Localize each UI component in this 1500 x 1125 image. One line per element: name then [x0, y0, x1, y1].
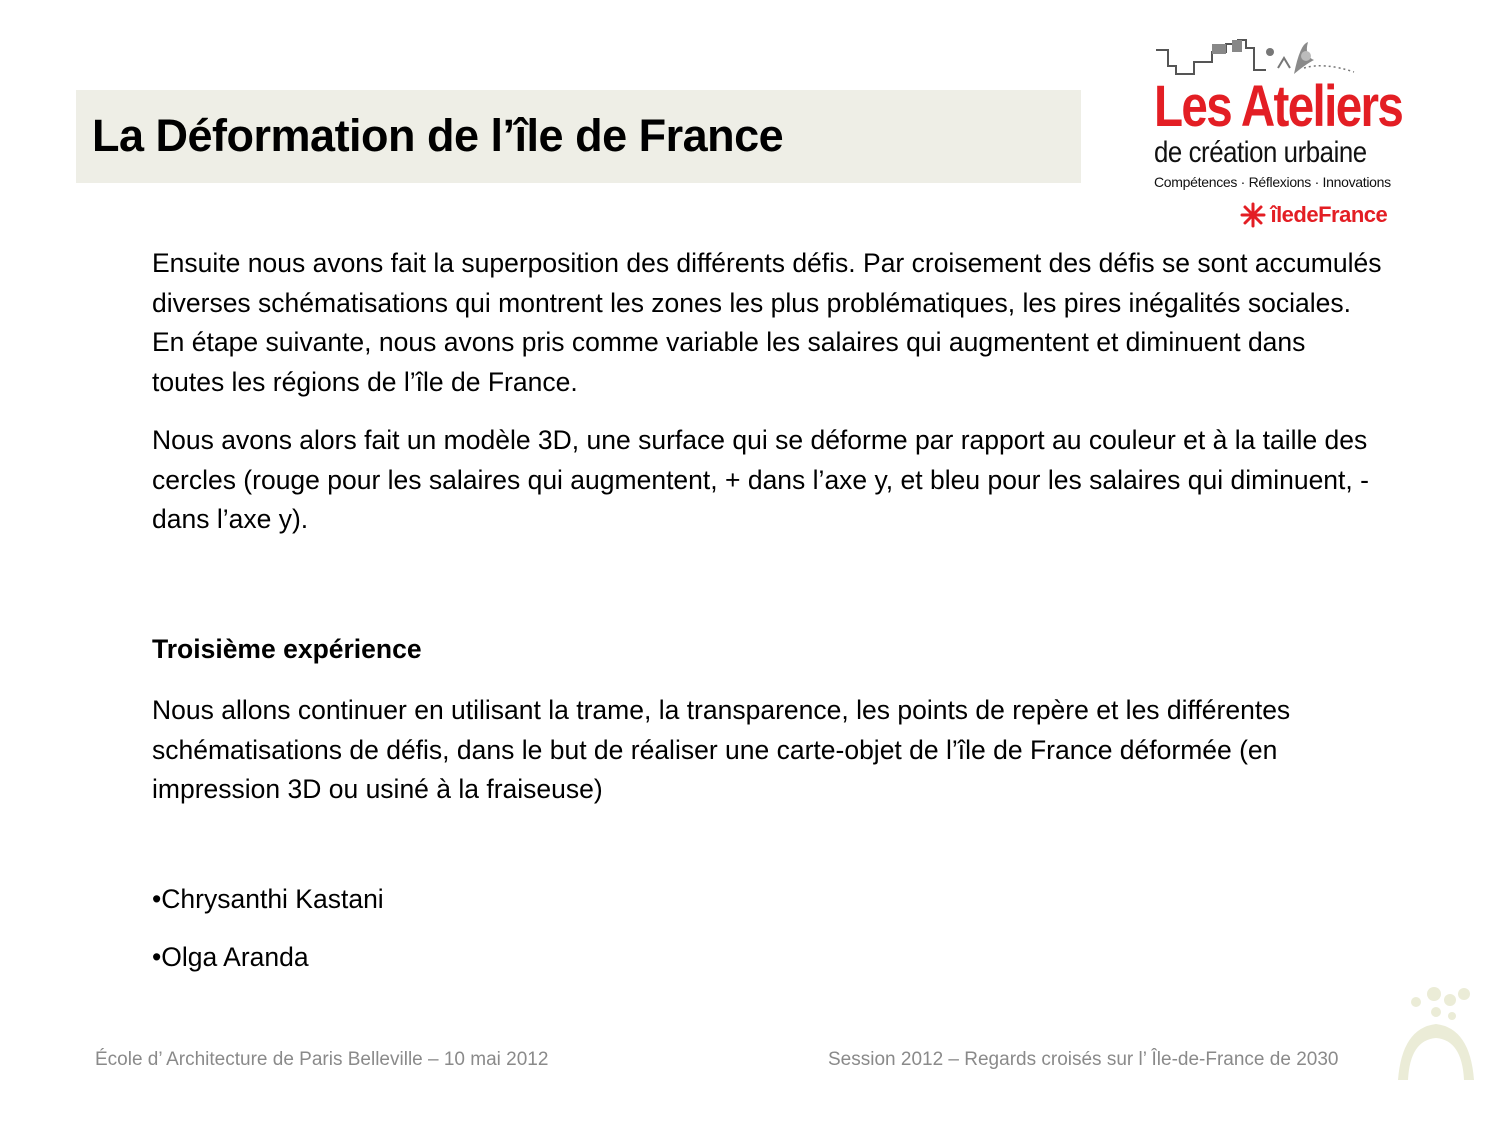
logo-sub-text: de création urbaine	[1154, 136, 1367, 169]
star-icon	[1240, 202, 1266, 228]
paragraph-1b: En étape suivante, nous avons pris comme variable les salaires qui augmentent et diminuent dans toutes les régions de l’île de France.	[152, 327, 1306, 397]
logo-tagline: Compétences · Réflexions · Innovations	[1154, 174, 1391, 190]
paragraph-1a: Ensuite nous avons fait la superposition des différents défis. Par croisement des défis se sont accumulés diverses schématisations qui montrent les zones les plus problématiques, les pires inégalités sociales.	[152, 248, 1382, 318]
title-banner	[76, 90, 1081, 183]
paragraph-2: Nous avons alors fait un modèle 3D, une surface qui se déforme par rapport au couleur et à la taille des cercles (rouge pour les salaires qui augmentent, + dans l’axe y, et bleu pour les salaires qui diminuent, - dans l’axe y).	[152, 425, 1369, 534]
region-logo	[1240, 202, 1387, 232]
corner-emblem-icon	[1392, 980, 1476, 1084]
logo-main-text: Les Ateliers	[1154, 74, 1403, 139]
page-title: La Déformation de l’île de France	[92, 110, 784, 161]
ateliers-logo	[1148, 38, 1418, 238]
main-content	[152, 244, 1382, 559]
author-item: •Olga Aranda	[152, 942, 309, 972]
author-item: •Chrysanthi Kastani	[152, 884, 384, 914]
region-logo-text: îledeFrance	[1270, 202, 1388, 227]
footer-left: École d’ Architecture de Paris Belleville – 10 mai 2012	[95, 1049, 549, 1070]
footer-right: Session 2012 – Regards croisés sur l’ Île-de-France de 2030	[828, 1049, 1339, 1070]
section-title: Troisième expérience	[152, 634, 422, 664]
paragraph-3: Nous allons continuer en utilisant la trame, la transparence, les points de repère et les différentes schématisations de défis, dans le but de réaliser une carte-objet de l’île de France déformée (en impression 3D ou usiné à la fraiseuse)	[152, 695, 1291, 804]
